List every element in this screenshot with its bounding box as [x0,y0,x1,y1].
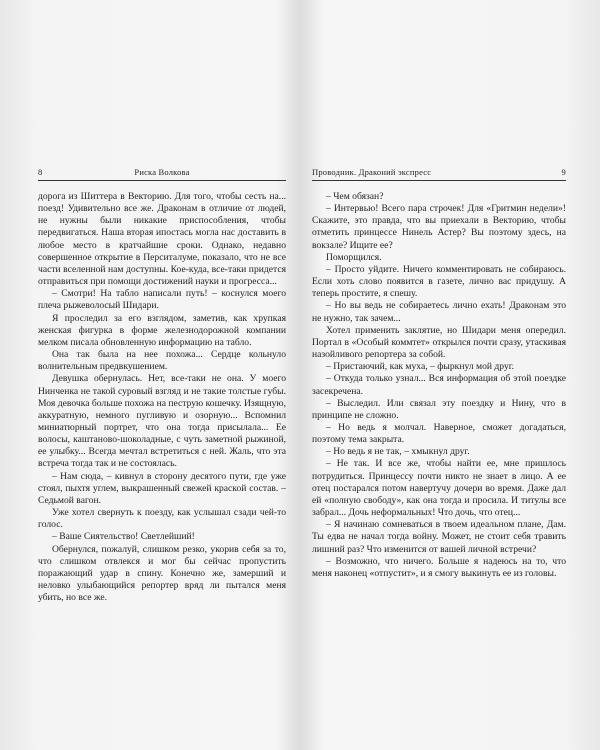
paragraph: – Нам сюда, – кивнул в сторону десятого пути, где уже стоял, пыхтя углем, выкрашенный свежей краской состав. – Седьмой вагон. [38,470,286,506]
paragraph: дорога из Шиттера в Векторию. Для того, чтобы сесть на... поезд! Удивительно все же. Драконам в отличие от людей, не нужны были никакие приспособления, чтобы передвигаться. Наша вторая ипостась могла нас доставить в любое место в кратчайшие сроки. Однако, недавно совершенное открытие в Перситалуме, показало, что не все части вселенной нам доступны. Кое-куда, все-таки придется отправиться при помощи достижений науки и прогресса... [38,191,286,288]
paragraph: – Смотри! На табло написали путь! – коснулся моего плеча рыжеволосый Шидари. [38,288,286,312]
paragraph: Девушка обернулась. Нет, все-таки не она. У моего Нинченка не такой суровый взгляд и не такие толстые губы. Моя девочка больше похожа на пеструю кошечку. Изящную, аккуратную, немного пугливую и озорную... Вспомнил миниатюрный портрет, что она тогда присылала... Ее волосы, каштаново-шоколадные, с чуть заметной рыжиной, ее улыбку... Всегда мечтал встретиться с ней. Жаль, что эта встреча тогда так и не состоялась. [38,373,286,470]
right-page-text [312,191,566,580]
paragraph: Она так была на нее похожа... Сердце кольнуло волнительным предвкушением. [38,349,286,373]
right-page-header [312,166,566,181]
left-page-text [38,191,286,604]
left-page [38,166,286,726]
left-page-number: 8 [38,167,43,177]
paragraph: – Но ведь я не так, – хмыкнул друг. [326,446,470,458]
left-page-header [38,166,286,181]
paragraph: – Возможно, что ничего. Больше я надеюсь на то, что меня наконец «отпустит», и я смогу выкинуть ее из головы. [312,555,566,579]
right-page-number: 9 [561,167,566,177]
paragraph: – Не так. И все же, чтобы найти ее, мне пришлось потрудиться. Принцессу почти никто не знает в лицо. А ее отец постарался потом навертучу дочери во время. Даже дал ей «полную свободу», как она тогда и просила. И титулы все забрал... Дочь неформальных! Что дочь, что отец... [312,458,566,519]
left-running-title: Риска Волкова [134,167,190,177]
right-page [312,166,566,726]
paragraph: Обернулся, пожалуй, слишком резко, укорив себя за то, что слишком отвлекся и мог бы сейчас пропустить поражающий удар в спину. Конечно же, замерший и неловко улыбающийся репортер вряд ли пытался меня убить, но все же. [38,543,286,604]
paragraph: Уже хотел свернуть к поезду, как услышал сзади чей-то голос. [38,507,286,531]
paragraph: – Интервью! Всего пара строчек! Для «Гритмин недели»! Скажите, это правда, что вы приехали в Векторию, чтобы отметить принцессе Нинель Астер? Вы поэтому здесь, на вокзале? Ищите ее? [312,203,566,251]
paragraph: – Но вы ведь не собираетесь лично ехать! Драконам это не нужно, так зачем... [312,300,566,324]
paragraph: – Откуда только узнал... Вся информация об этой поездке засекречена. [312,373,566,397]
paragraph: – Просто уйдите. Ничего комментировать не собираюсь. Если хоть слово появится в газете, лично вас придушу. А теперь простите, я спешу. [312,263,566,300]
paragraph: Я проследил за его взглядом, заметив, как хрупкая женская фигурка в форме железнодорожной компании мелком писала обновленную информацию на табло. [38,312,286,348]
paragraph: Поморщился. [326,251,382,263]
paragraph: – Выследил. Или связал эту поездку и Нину, что в принципе не сложно. [312,397,566,421]
paragraph: – Я начинаю сомневаться в твоем идеальном плане, Дам. Ты едва не начал тогда войну. Может, не стоит себя травить лишний раз? Что изменится от вашей личной встречи? [312,519,566,555]
paragraph: – Ваше Сиятельство! Светлейший! [52,531,195,543]
paragraph: Хотел применить заклятие, но Шидари меня опередил. Портал в «Особый коммтет» открылся почти сразу, утаскивая назойливого репортера за собой. [312,324,566,361]
paragraph: – Пристаючий, как муха, – фыркнул мой друг. [326,361,515,373]
right-running-title: Проводник. Драконий экспресс [312,167,432,177]
paragraph: – Но ведь я молчал. Наверное, сможет догадаться, поэтому тема закрыта. [312,421,566,446]
paragraph: – Чем обязан? [326,191,384,202]
